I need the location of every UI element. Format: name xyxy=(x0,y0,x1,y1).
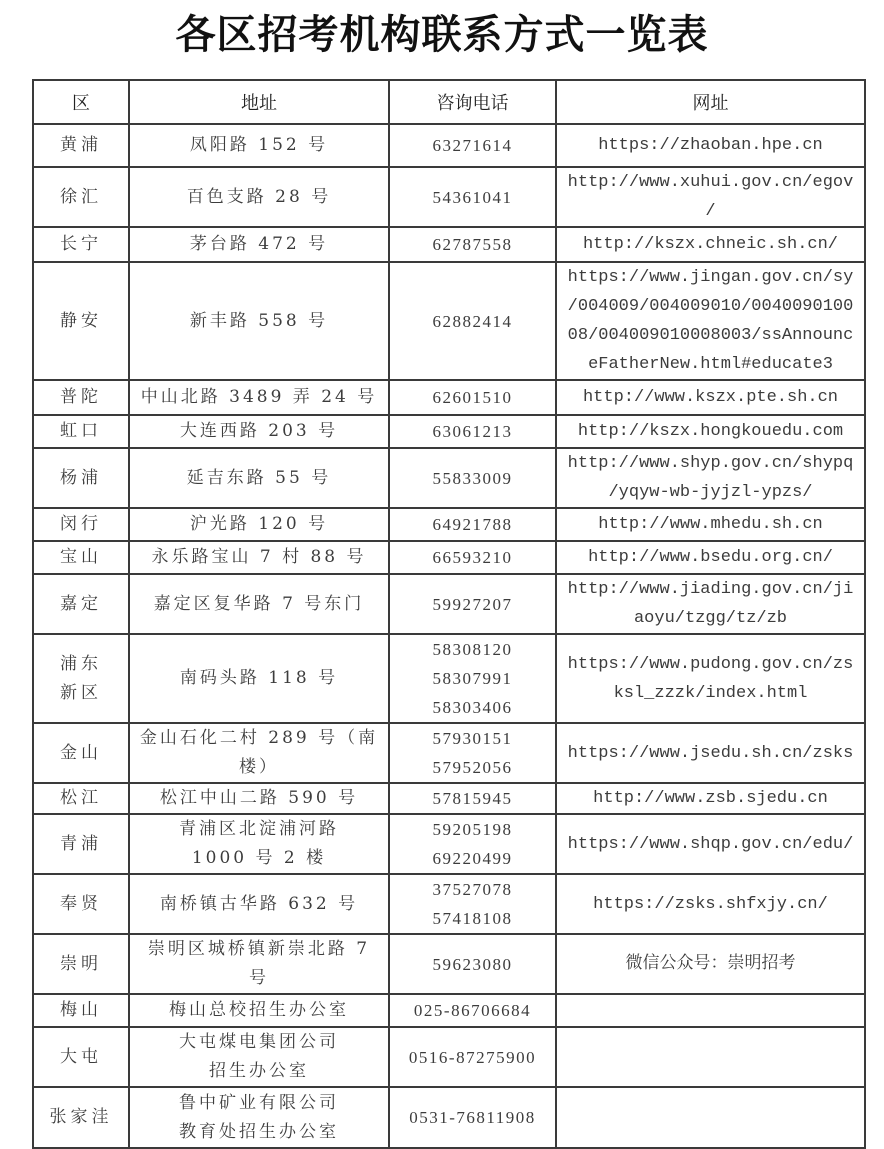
district-line: 杨浦 xyxy=(60,467,102,488)
address-cell xyxy=(129,574,389,634)
website-line[interactable]: http://kszx.hongkouedu.com xyxy=(577,422,844,441)
website-cell xyxy=(556,167,865,227)
website-cell xyxy=(556,634,865,723)
header-address: 地址 xyxy=(129,80,389,124)
district-cell xyxy=(33,783,129,814)
address-line: 教育处招生办公室 xyxy=(179,1121,339,1142)
website-line[interactable]: http://www.xuhui.gov.cn/egov xyxy=(567,173,854,192)
address-cell xyxy=(129,1027,389,1087)
phone-line: 62787558 xyxy=(432,235,513,254)
district-cell xyxy=(33,262,129,380)
website-line[interactable]: aoyu/tzgg/tz/zb xyxy=(633,609,788,628)
address-cell xyxy=(129,934,389,994)
phone-cell xyxy=(389,1087,556,1148)
website-cell xyxy=(556,380,865,415)
district-cell xyxy=(33,167,129,227)
table-row xyxy=(33,415,865,448)
address-line: 延吉东路 55 号 xyxy=(186,467,332,488)
table-row xyxy=(33,723,865,783)
website-cell xyxy=(556,723,865,783)
district-cell xyxy=(33,723,129,783)
table-row xyxy=(33,783,865,814)
header-district: 区 xyxy=(33,80,129,124)
header-phone: 咨询电话 xyxy=(389,80,556,124)
district-line: 金山 xyxy=(60,742,102,763)
address-line: 新丰路 558 号 xyxy=(189,310,329,331)
phone-line: 0531-76811908 xyxy=(409,1108,536,1127)
address-cell xyxy=(129,994,389,1027)
phone-line: 37527078 xyxy=(432,880,513,899)
address-line: 大屯煤电集团公司 xyxy=(179,1032,339,1052)
table-row xyxy=(33,380,865,415)
address-line: 楼） xyxy=(239,757,279,777)
website-cell xyxy=(556,814,865,874)
website-line[interactable]: http://kszx.chneic.sh.cn/ xyxy=(582,235,839,254)
website-line[interactable]: http://www.bsedu.org.cn/ xyxy=(588,548,833,567)
website-line[interactable]: https://www.shqp.gov.cn/edu/ xyxy=(567,834,854,854)
district-cell xyxy=(33,380,129,415)
header-website: 网址 xyxy=(556,80,865,124)
district-line: 张家洼 xyxy=(49,1107,113,1127)
table-row xyxy=(33,262,865,380)
table-row xyxy=(33,508,865,541)
district-line: 静安 xyxy=(60,310,102,331)
district-cell xyxy=(33,541,129,574)
address-line: 松江中山二路 590 号 xyxy=(159,788,359,808)
website-cell xyxy=(556,508,865,541)
district-line: 徐汇 xyxy=(60,186,102,207)
table-row xyxy=(33,994,865,1027)
website-line[interactable]: https://www.pudong.gov.cn/zs xyxy=(567,654,854,674)
website-cell xyxy=(556,227,865,262)
district-cell xyxy=(33,227,129,262)
address-cell xyxy=(129,783,389,814)
phone-line: 59205198 xyxy=(432,820,513,839)
website-cell xyxy=(556,415,865,448)
address-line: 百色支路 28 号 xyxy=(186,186,332,207)
phone-cell xyxy=(389,448,556,508)
district-line: 新区 xyxy=(60,682,102,703)
address-cell xyxy=(129,124,389,167)
website-cell xyxy=(556,874,865,934)
district-line: 虹口 xyxy=(60,421,102,441)
website-cell xyxy=(556,124,865,167)
address-cell xyxy=(129,723,389,783)
phone-cell xyxy=(389,227,556,262)
address-cell xyxy=(129,874,389,934)
website-cell xyxy=(556,448,865,508)
phone-line: 57952056 xyxy=(432,758,513,777)
address-line: 中山北路 3489 弄 24 号 xyxy=(140,387,378,407)
phone-line: 57418108 xyxy=(432,909,513,928)
address-cell xyxy=(129,541,389,574)
district-line: 崇明 xyxy=(60,953,102,974)
district-line: 大屯 xyxy=(60,1046,102,1067)
phone-line: 58307991 xyxy=(432,669,513,688)
website-line[interactable]: http://www.zsb.sjedu.cn xyxy=(593,789,828,808)
website-line[interactable]: http://www.kszx.pte.sh.cn xyxy=(582,388,839,407)
website-line[interactable]: 08/004009010008003/ssAnnounc xyxy=(567,326,854,345)
phone-line: 57815945 xyxy=(432,789,513,808)
address-cell xyxy=(129,508,389,541)
phone-cell xyxy=(389,380,556,415)
district-cell xyxy=(33,448,129,508)
address-line: 1000 号 2 楼 xyxy=(191,848,327,868)
address-line: 梅山总校招生办公室 xyxy=(169,1000,349,1020)
address-line: 沪光路 120 号 xyxy=(189,514,329,534)
district-cell xyxy=(33,994,129,1027)
district-cell xyxy=(33,508,129,541)
phone-line: 57930151 xyxy=(432,729,513,748)
address-line: 招生办公室 xyxy=(209,1061,309,1081)
district-line: 宝山 xyxy=(60,547,102,567)
address-cell xyxy=(129,634,389,723)
table-row xyxy=(33,448,865,508)
table-row xyxy=(33,167,865,227)
phone-line: 66593210 xyxy=(432,548,513,567)
table-row xyxy=(33,814,865,874)
district-line: 松江 xyxy=(60,788,102,808)
phone-line: 63271614 xyxy=(432,136,513,155)
phone-line: 59623080 xyxy=(432,954,513,974)
website-cell xyxy=(556,1087,865,1148)
website-line[interactable]: http://www.shyp.gov.cn/shypq xyxy=(567,454,854,473)
district-line: 青浦 xyxy=(60,833,102,854)
website-line[interactable]: https://zsks.shfxjy.cn/ xyxy=(593,894,828,914)
district-cell xyxy=(33,1027,129,1087)
address-line: 嘉定区复华路 7 号东门 xyxy=(153,593,365,614)
website-line[interactable]: http://www.mhedu.sh.cn xyxy=(598,515,823,534)
phone-cell xyxy=(389,934,556,994)
address-cell xyxy=(129,814,389,874)
district-line: 嘉定 xyxy=(60,593,102,614)
table-row xyxy=(33,574,865,634)
phone-line: 55833009 xyxy=(432,468,513,488)
address-cell xyxy=(129,167,389,227)
district-line: 闵行 xyxy=(60,514,102,534)
phone-line: 59927207 xyxy=(432,594,513,614)
phone-cell xyxy=(389,262,556,380)
district-line: 梅山 xyxy=(60,1000,102,1020)
address-cell xyxy=(129,415,389,448)
address-cell xyxy=(129,1087,389,1148)
table-row xyxy=(33,874,865,934)
phone-line: 025-86706684 xyxy=(413,1001,532,1020)
table-header-row xyxy=(33,80,865,124)
district-cell xyxy=(33,874,129,934)
address-line: 凤阳路 152 号 xyxy=(189,135,329,155)
website-line[interactable]: /004009/004009010/0040090100 xyxy=(567,297,854,316)
district-cell xyxy=(33,415,129,448)
phone-line: 58308120 xyxy=(432,640,513,659)
address-line: 南码头路 118 号 xyxy=(179,668,339,688)
phone-cell xyxy=(389,574,556,634)
table-body xyxy=(33,124,865,1148)
district-cell xyxy=(33,574,129,634)
phone-line: 62601510 xyxy=(432,388,513,407)
website-cell xyxy=(556,574,865,634)
phone-line: 69220499 xyxy=(432,849,513,868)
website-cell xyxy=(556,1027,865,1087)
phone-line: 62882414 xyxy=(432,311,513,331)
phone-cell xyxy=(389,994,556,1027)
website-line[interactable]: https://zhaoban.hpe.cn xyxy=(598,136,823,155)
phone-cell xyxy=(389,541,556,574)
website-cell xyxy=(556,262,865,380)
phone-line: 54361041 xyxy=(432,187,513,207)
address-line: 大连西路 203 号 xyxy=(179,421,339,441)
district-line: 浦东 xyxy=(60,653,102,674)
website-cell xyxy=(556,541,865,574)
website-line[interactable]: 微信公众号：崇明招考 xyxy=(625,954,796,974)
district-cell xyxy=(33,814,129,874)
district-cell xyxy=(33,124,129,167)
address-cell xyxy=(129,227,389,262)
table-row xyxy=(33,934,865,994)
table-row xyxy=(33,227,865,262)
contacts-table xyxy=(32,79,866,1149)
website-cell xyxy=(556,783,865,814)
phone-line: 64921788 xyxy=(432,515,513,534)
website-line[interactable]: / xyxy=(705,202,716,221)
phone-cell xyxy=(389,783,556,814)
table-row xyxy=(33,541,865,574)
address-line: 永乐路宝山 7 村 88 号 xyxy=(151,547,367,567)
address-cell xyxy=(129,262,389,380)
address-line: 崇明区城桥镇新崇北路 7 号 xyxy=(147,939,371,988)
phone-cell xyxy=(389,874,556,934)
district-cell xyxy=(33,634,129,723)
phone-cell xyxy=(389,1027,556,1087)
phone-line: 0516-87275900 xyxy=(408,1047,537,1067)
website-line[interactable]: https://www.jsedu.sh.cn/zsks xyxy=(567,743,854,763)
address-line: 金山石化二村 289 号（南 xyxy=(139,728,379,748)
website-line[interactable]: eFatherNew.html#educate3 xyxy=(588,355,833,374)
address-line: 鲁中矿业有限公司 xyxy=(179,1092,339,1113)
phone-cell xyxy=(389,814,556,874)
website-cell xyxy=(556,934,865,994)
phone-line: 58303406 xyxy=(432,698,513,717)
address-line: 青浦区北淀浦河路 xyxy=(179,819,339,839)
address-line: 南桥镇古华路 632 号 xyxy=(159,893,359,914)
address-cell xyxy=(129,448,389,508)
district-line: 长宁 xyxy=(60,234,102,254)
phone-cell xyxy=(389,723,556,783)
district-cell xyxy=(33,934,129,994)
district-line: 黄浦 xyxy=(60,135,102,155)
website-line[interactable]: http://www.jiading.gov.cn/ji xyxy=(567,580,854,599)
website-line[interactable]: https://www.jingan.gov.cn/sy xyxy=(567,268,854,287)
district-line: 奉贤 xyxy=(60,893,102,914)
website-line[interactable]: ksl_zzzk/index.html xyxy=(613,683,808,703)
district-cell xyxy=(33,1087,129,1148)
phone-line: 63061213 xyxy=(432,422,513,441)
district-line: 普陀 xyxy=(60,387,102,407)
phone-cell xyxy=(389,167,556,227)
page-title: 各区招考机构联系方式一览表 xyxy=(175,11,709,58)
phone-cell xyxy=(389,634,556,723)
address-cell xyxy=(129,380,389,415)
phone-cell xyxy=(389,415,556,448)
website-line[interactable]: /yqyw-wb-jyjzl-ypzs/ xyxy=(608,483,813,502)
table-row xyxy=(33,1087,865,1148)
website-cell xyxy=(556,994,865,1027)
phone-cell xyxy=(389,124,556,167)
table-row xyxy=(33,124,865,167)
table-row xyxy=(33,634,865,723)
phone-cell xyxy=(389,508,556,541)
address-line: 茅台路 472 号 xyxy=(189,234,329,254)
table-row xyxy=(33,1027,865,1087)
